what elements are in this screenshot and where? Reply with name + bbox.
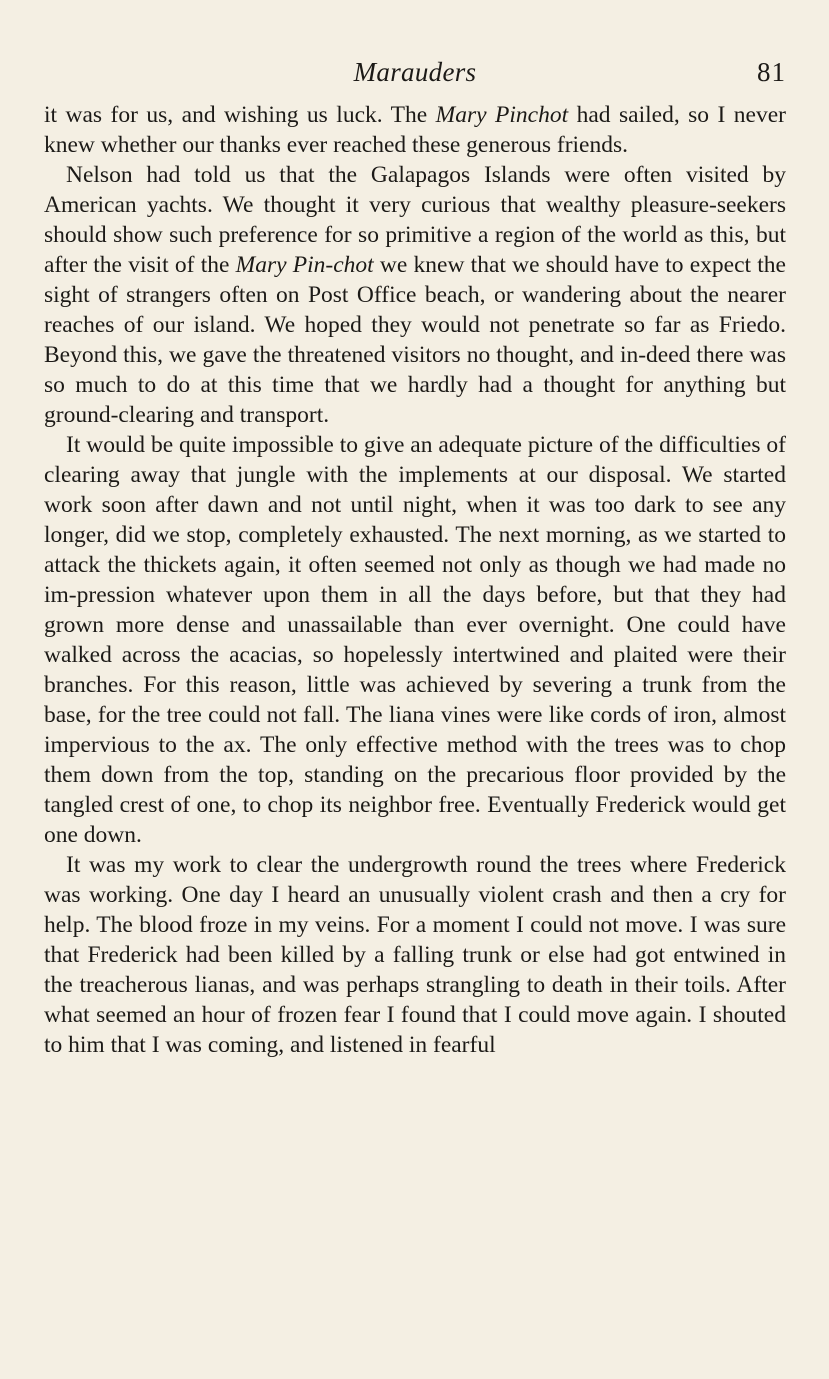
paragraph-3 xyxy=(44,430,786,850)
paragraph-text: Nelson had told us that the Galapagos Islands were often visited by American yachts. We thought it very curious that wealthy pleasure-seekers should show such preference for so primitive a region of the world as this, but after the visit of the xyxy=(44,162,786,278)
body-text xyxy=(44,100,786,1060)
ship-name: Mary Pinchot xyxy=(435,102,569,128)
paragraph-text: It was my work to clear the undergrowth round the trees where Frederick was working. One day I heard an unusually violent crash and then a cry for help. The blood froze in my veins. For a moment I could not move. I was sure that Frederick had been killed by a falling trunk or else had got entwined in the treacherous lianas, and was perhaps strangling to death in their toils. After what seemed an hour of frozen fear I found that I could move again. I shouted to him that I was coming, and listened in fearful xyxy=(44,852,786,1058)
paragraph-1 xyxy=(44,100,786,160)
paragraph-text: it was for us, and wishing us luck. The xyxy=(44,102,436,128)
paragraph-text: It would be quite impossible to give an adequate picture of the difficulties of clearing away that jungle with the implements at our disposal. We started work soon after dawn and not until night, when it was too dark to see any longer, did we stop, completely exhausted. The next morning, as we started to attack the thickets again, it often seemed not only as though we had made no im-pression whatever upon them in all the days before, but that they had grown more dense and unassailable than ever overnight. One could have walked across the acacias, so hopelessly intertwined and plaited were their branches. For this reason, little was achieved by severing a trunk from the base, for the tree could not fall. The liana vines were like cords of iron, almost impervious to the ax. The only effective method with the trees was to chop them down from the top, standing on the precarious floor provided by the tangled crest of one, to chop its neighbor free. Eventually Frederick would get one down. xyxy=(44,432,786,848)
page-number: 81 xyxy=(757,57,786,87)
paragraph-text: we knew that we should have to expect the sight of strangers often on Post Office beach, or wandering about the nearer reaches of our island. We hoped they would not penetrate so far as Friedo. Beyond this, we gave the threatened visitors no thought, and in-deed there was so much to do at this time that we hardly had a thought for anything but ground-clearing and transport. xyxy=(44,252,786,428)
running-head xyxy=(44,52,786,92)
paragraph-text: had sailed, so I never knew whether our thanks ever reached these generous friends. xyxy=(44,102,786,158)
paragraph-2 xyxy=(44,160,786,430)
running-title: Marauders xyxy=(353,57,477,87)
paragraph-4 xyxy=(44,850,786,1060)
ship-name: Mary Pin-chot xyxy=(235,252,374,278)
